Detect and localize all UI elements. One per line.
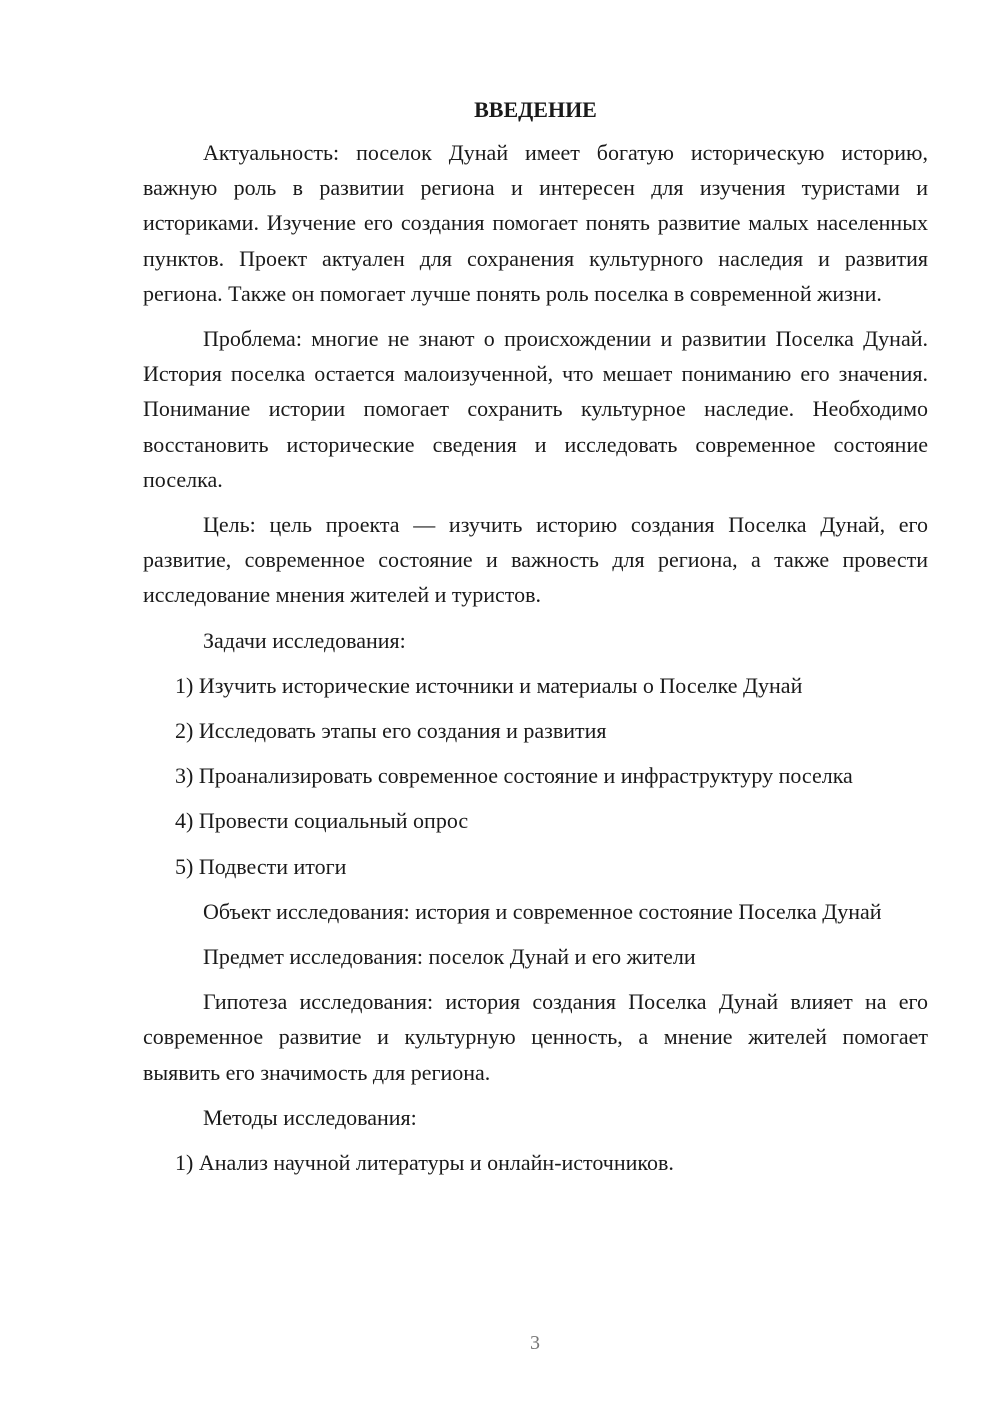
hypothesis-paragraph: Гипотеза исследования: история создания Поселка Дунай влияет на его современное развитие и культурную ценность, а мнение жителей помогает выявить его значимость для региона. <box>143 989 928 1085</box>
relevance-paragraph: Актуальность: поселок Дунай имеет богатую историческую историю, важную роль в развитии региона и интересен для изучения туристами и историками. Изучение его создания помогает понять развитие малых населенных пунктов. Проект актуален для сохранения культурного наследия и развития региона. Также он помогает лучше понять роль поселка в современной жизни. <box>143 140 928 306</box>
page-number: 3 <box>530 1332 540 1354</box>
section-heading: ВВЕДЕНИЕ <box>474 97 597 122</box>
subject-paragraph: Предмет исследования: поселок Дунай и его жители <box>203 944 696 970</box>
tasks-title: Задачи исследования: <box>203 627 406 653</box>
task-item-4: 4) Провести социальный опрос <box>175 808 469 834</box>
task-item-2: 2) Исследовать этапы его создания и развития <box>175 718 607 744</box>
task-item-1: 1) Изучить исторические источники и материалы о Поселке Дунай <box>175 672 803 698</box>
goal-paragraph: Цель: цель проекта — изучить историю создания Поселка Дунай, его развитие, современное состояние и важность для региона, а также провести исследование мнения жителей и туристов. <box>143 512 928 608</box>
document-page <box>143 92 928 1190</box>
object-paragraph: Объект исследования: история и современное состояние Поселка Дунай <box>203 898 882 924</box>
task-item-5: 5) Подвести итоги <box>175 853 347 879</box>
methods-title: Методы исследования: <box>203 1104 417 1130</box>
task-item-3: 3) Проанализировать современное состояние и инфраструктуру поселка <box>175 763 853 789</box>
method-item-1: 1) Анализ научной литературы и онлайн-источников. <box>175 1150 674 1176</box>
problem-paragraph: Проблема: многие не знают о происхождении и развитии Поселка Дунай. История поселка остается малоизученной, что мешает пониманию его значения. Понимание истории помогает сохранить культурное наследие. Необходимо восстановить исторические сведения и исследовать современное состояние поселка. <box>143 326 928 492</box>
